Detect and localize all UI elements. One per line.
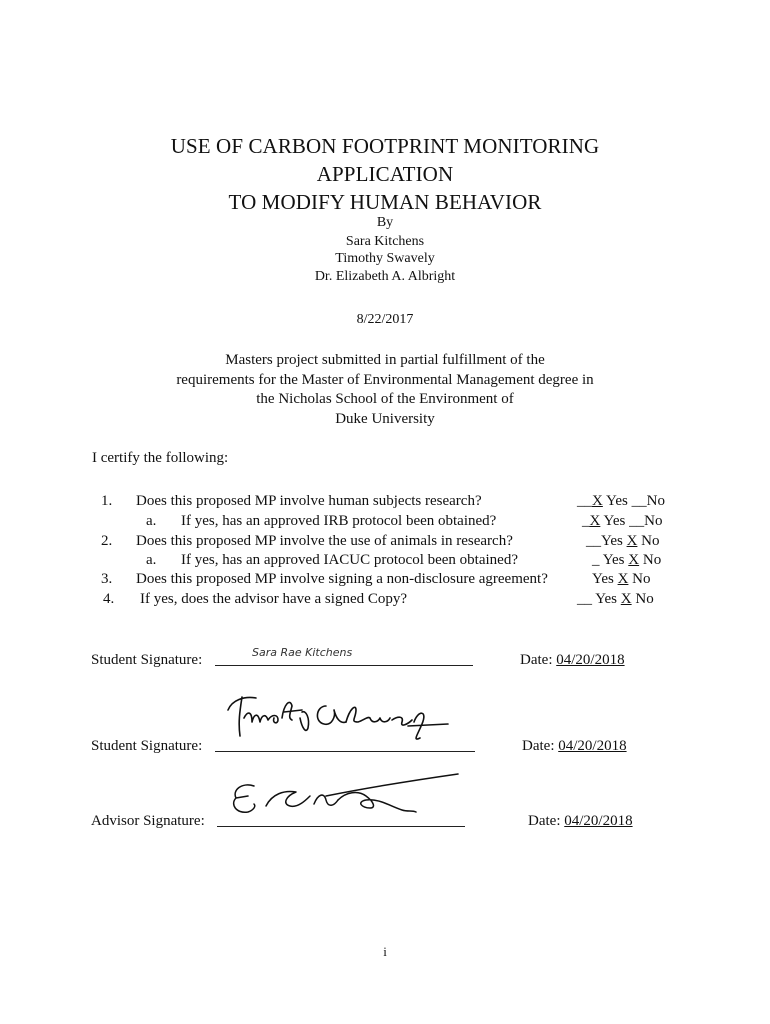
submission-line: requirements for the Master of Environmental Management degree in [176, 372, 594, 388]
signature-label: Advisor Signature: [91, 813, 205, 829]
title-line-3: TO MODIFY HUMAN BEHAVIOR [228, 190, 542, 214]
signature-line [215, 665, 473, 666]
question-number: 4. [103, 591, 115, 607]
question-answer: __X Yes __No [577, 493, 665, 509]
question-number: 2. [101, 533, 113, 549]
by-label: By [376, 215, 394, 230]
page-number: i [383, 944, 387, 959]
question-answer: Yes X No [592, 571, 651, 587]
question-number: 3. [101, 571, 113, 587]
question-answer: __ Yes X No [577, 591, 654, 607]
author-name: Dr. Elizabeth A. Albright [314, 269, 456, 284]
question-number: a. [146, 513, 157, 529]
date-value: 04/20/2018 [558, 738, 627, 754]
submission-line: the Nicholas School of the Environment of [256, 391, 514, 407]
answer-mark: X [617, 571, 629, 587]
title-line-1: USE OF CARBON FOOTPRINT MONITORING [170, 134, 600, 158]
date-value: 04/20/2018 [564, 813, 633, 829]
question-text: Does this proposed MP involve the use of animals in research? [136, 533, 513, 549]
answer-mark: X [626, 533, 638, 549]
date-value: 04/20/2018 [556, 652, 625, 668]
signature-label: Student Signature: [91, 652, 203, 668]
answer-mark: X [589, 513, 601, 529]
question-text: If yes, has an approved IRB protocol been obtained? [181, 513, 497, 529]
question-text: Does this proposed MP involve signing a non-disclosure agreement? [136, 571, 548, 587]
handwritten-signature [226, 772, 462, 822]
answer-mark: X [628, 552, 640, 568]
signature-date: Date: 04/20/2018 [520, 652, 625, 668]
handwritten-signature [222, 688, 452, 752]
question-number: 1. [101, 493, 113, 509]
question-number: a. [146, 552, 157, 568]
submission-line: Duke University [335, 411, 435, 427]
question-answer: _ Yes X No [592, 552, 662, 568]
author-name: Timothy Swavely [335, 251, 435, 266]
signature-date: Date: 04/20/2018 [522, 738, 627, 754]
question-text: If yes, does the advisor have a signed Copy? [140, 591, 408, 607]
question-answer: __Yes X No [586, 533, 660, 549]
answer-mark: X [620, 591, 632, 607]
certify-intro: I certify the following: [92, 450, 229, 466]
handwritten-signature: Sara Rae Kitchens [252, 646, 353, 659]
signature-label: Student Signature: [91, 738, 203, 754]
title-line-2: APPLICATION [316, 162, 454, 186]
signature-line [215, 751, 475, 752]
submission-line: Masters project submitted in partial fulfillment of the [225, 352, 545, 368]
question-text: If yes, has an approved IACUC protocol been obtained? [181, 552, 518, 568]
document-date: 8/22/2017 [356, 312, 414, 327]
question-text: Does this proposed MP involve human subjects research? [136, 493, 482, 509]
author-name: Sara Kitchens [345, 234, 425, 249]
answer-mark: X [592, 493, 603, 509]
signature-date: Date: 04/20/2018 [528, 813, 633, 829]
question-answer: _X Yes __No [582, 513, 663, 529]
signature-line [217, 826, 465, 827]
